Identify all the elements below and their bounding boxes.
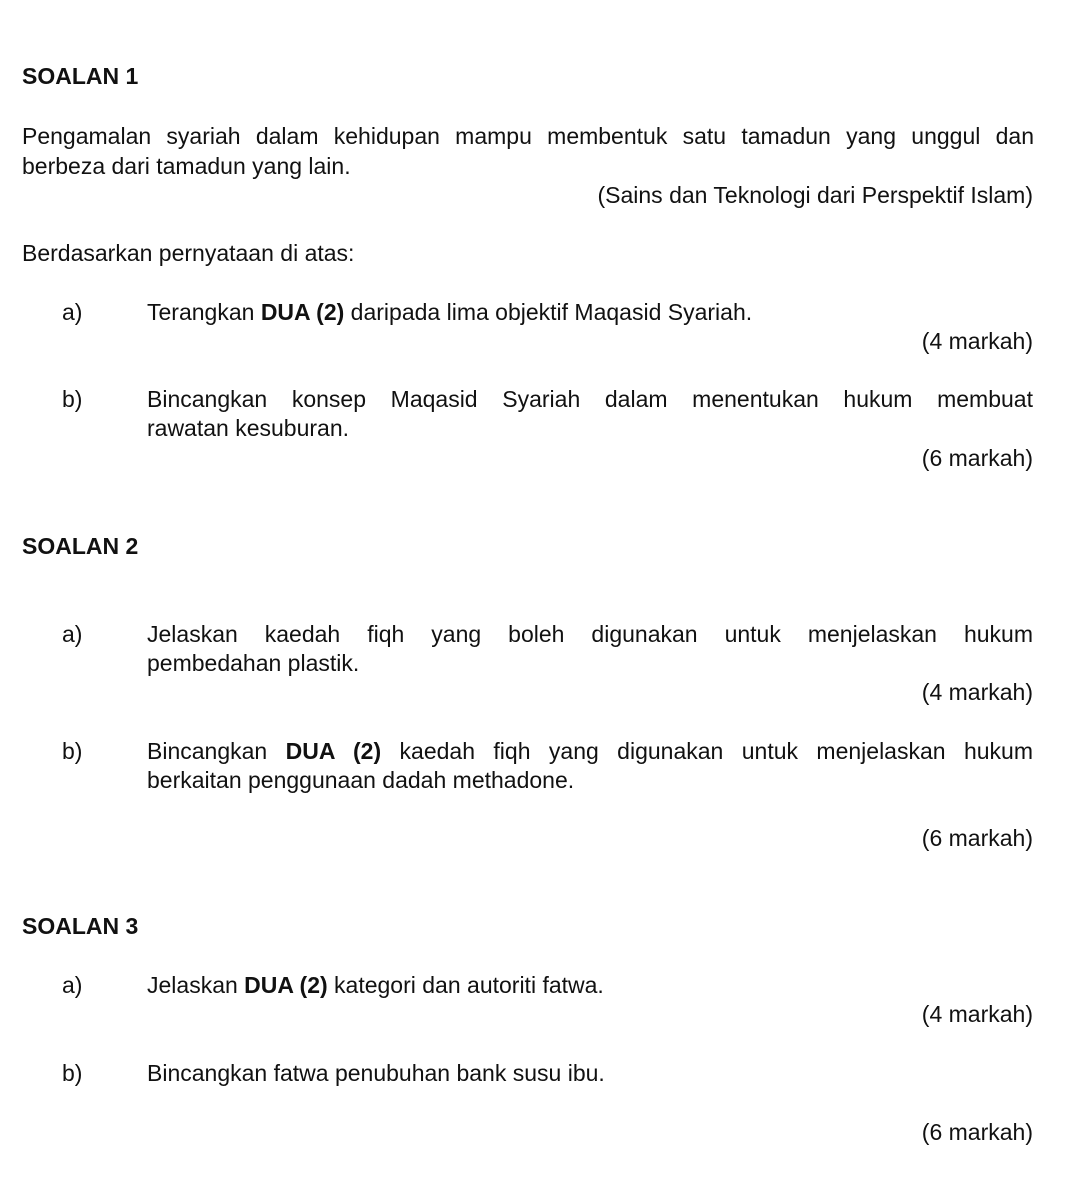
question-2-heading: SOALAN 2 <box>22 533 139 559</box>
q2a-letter: a) <box>62 621 83 647</box>
question-1-heading: SOALAN 1 <box>22 63 139 89</box>
q1a-marks: (4 markah) <box>921 328 1033 354</box>
q1b-text-line-1: Bincangkan konsep Maqasid Syariah dalam menentukan hukum membuat <box>147 386 1033 412</box>
q3b-letter: b) <box>62 1060 83 1086</box>
q2a-marks: (4 markah) <box>921 679 1033 705</box>
q3a-marks: (4 markah) <box>921 1001 1033 1027</box>
q3a-text: Jelaskan DUA (2) kategori dan autoriti fatwa. <box>147 972 604 998</box>
q1-stimulus-line-2: berbeza dari tamadun yang lain. <box>22 153 351 179</box>
q1a-bold: DUA (2) <box>260 299 345 325</box>
q2a-text-line-2: pembedahan plastik. <box>147 650 360 676</box>
q1b-text-line-2: rawatan kesuburan. <box>147 415 350 441</box>
q1a-letter: a) <box>62 299 83 325</box>
q2b-letter: b) <box>62 738 83 764</box>
q1-stimulus-line-1: Pengamalan syariah dalam kehidupan mampu membentuk satu tamadun yang unggul dan <box>22 123 1034 149</box>
q1b-marks: (6 markah) <box>921 445 1033 471</box>
q3a-bold: DUA (2) <box>244 972 328 998</box>
q3a-letter: a) <box>62 972 83 998</box>
q3b-marks: (6 markah) <box>921 1119 1033 1145</box>
q1-prompt: Berdasarkan pernyataan di atas: <box>22 240 355 266</box>
question-3-heading: SOALAN 3 <box>22 913 139 939</box>
q1b-letter: b) <box>62 386 83 412</box>
q1-source: (Sains dan Teknologi dari Perspektif Islam) <box>597 182 1033 208</box>
q1a-text: Terangkan DUA (2) daripada lima objektif Maqasid Syariah. <box>147 299 753 325</box>
q3b-text: Bincangkan fatwa penubuhan bank susu ibu. <box>147 1060 605 1086</box>
q2b-text-line-1: Bincangkan DUA (2) kaedah fiqh yang digunakan untuk menjelaskan hukum <box>147 738 1033 764</box>
q2b-text-line-2: berkaitan penggunaan dadah methadone. <box>147 767 575 793</box>
q2a-text-line-1: Jelaskan kaedah fiqh yang boleh digunakan untuk menjelaskan hukum <box>147 621 1033 647</box>
q2b-marks: (6 markah) <box>921 825 1033 851</box>
q2b-bold: DUA (2) <box>285 738 382 764</box>
